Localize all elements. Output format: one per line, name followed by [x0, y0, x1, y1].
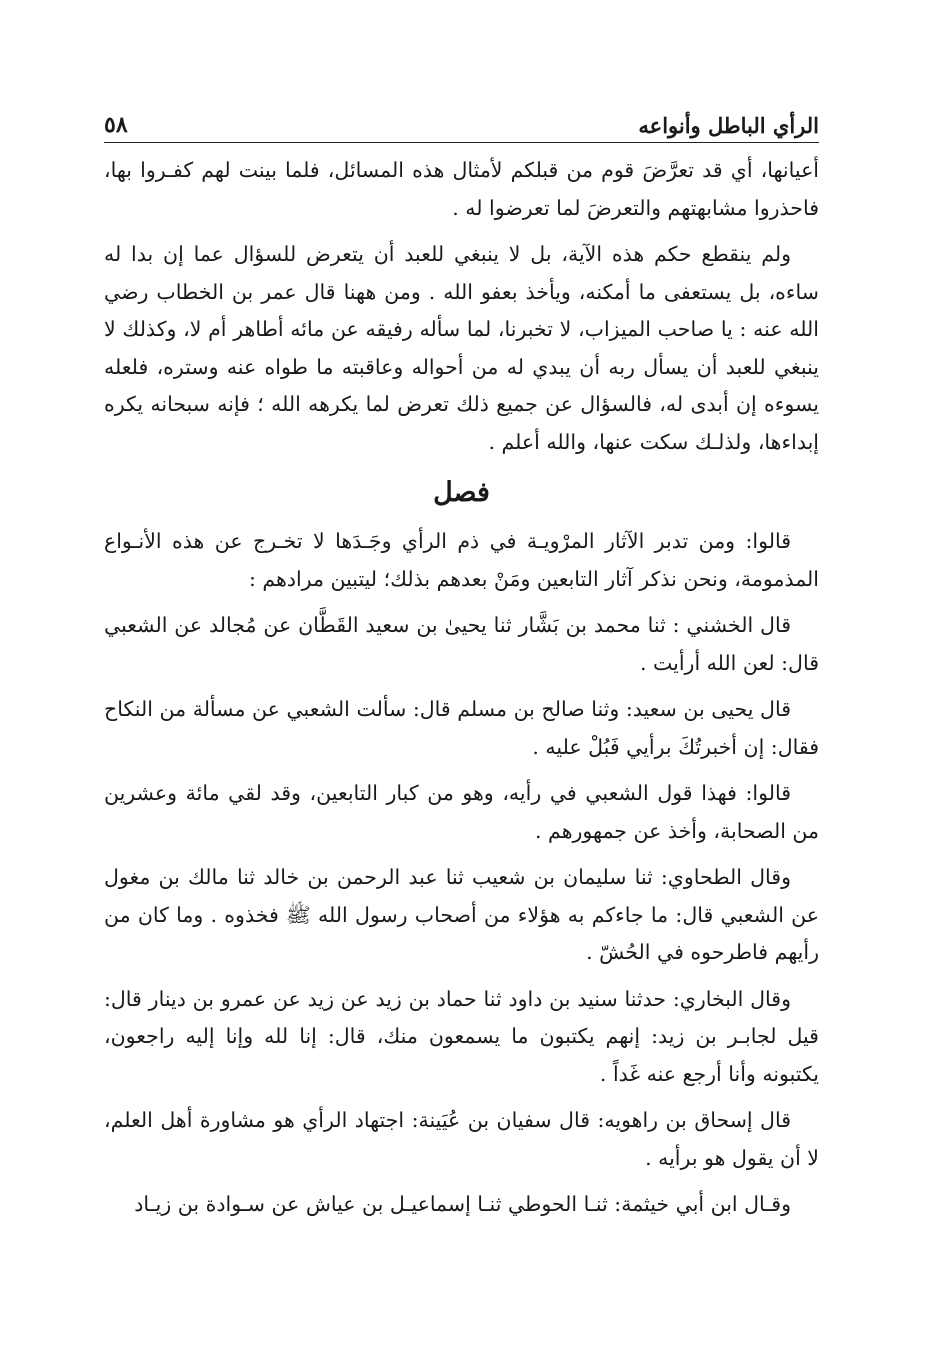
- paragraph-intro: قالوا: ومن تدبر الآثار المرْويـة في ذم الرأي وجَـدَها لا تخـرج عن هذه الأنـواع المذمومة، ونحن نذكر آثار التابعين ومَنْ بعدهم بذلك؛ ليتبين مرادهم :: [104, 529, 819, 591]
- paragraph-bukhari: وقال البخاري: حدثنا سنيد بن داود ثنا حماد بن زيد عن زيد عن عمرو بن دينار قال: قيل لجابـر بن زيد: إنهم يكتبون ما يسمعون منك، قال: إنا لله وإنا إليه راجعون، يكتبونه وأنا أرجع عنه غَداً .: [104, 986, 819, 1086]
- paragraph-continuation: أعيانها، أي قد تعرَّضَ قوم من قبلكم لأمثال هذه المسائل، فلما بينت لهم كفـروا بها، فاحذروا مشابهتهم والتعرضَ لما تعرضوا له .: [104, 158, 819, 220]
- paragraph-verse-ruling: ولم ينقطع حكم هذه الآية، بل لا ينبغي للعبد أن يتعرض للسؤال عما إن بدا له ساءه، بل يستعفى ما أمكنه، ويأخذ بعفو الله . ومن ههنا قال عمر بن الخطاب رضي الله عنه : يا صاحب الميزاب، لا تخبرنا، لما سأله رفيقه عن مائه أطاهر أم لا، وكذلك لا ينبغي للعبد أن يسأل ربه أن يبدي له من أحواله وعاقبته ما طواه عنه وستره، فلعله يسوءه إن أبدى له، فالسؤال عن جميع ذلك تعرض لما يكرهه الله ؛ فإنه سبحانه يكره إبداءها، ولذلـك سكت عنها، والله أعلم .: [104, 242, 819, 454]
- paragraph-tahawi: وقال الطحاوي: ثنا سليمان بن شعيب ثنا عبد الرحمن بن خالد ثنا مالك بن مغول عن الشعبي قال: ما جاءكم به هؤلاء من أصحاب رسول الله ﷺ فخذوه . وما كان من رأيهم فاطرحوه في الحُشّ .: [104, 865, 819, 964]
- section-heading: فصل: [433, 477, 490, 508]
- paragraph-shabi-comment: قالوا: فهذا قول الشعبي في رأيه، وهو من كبار التابعين، وقد لقي مائة وعشرين من الصحابة، وأخذ عن جمهورهم .: [104, 781, 819, 843]
- running-header: [104, 108, 819, 143]
- page-number: ٥٨: [104, 112, 128, 138]
- paragraph-khushani: قال الخشني : ثنا محمد بن بَشَّار ثنا يحيىٰ بن سعيد القَطَّان عن مُجالد عن الشعبي قال: لعن الله أرأيت .: [104, 613, 819, 675]
- paragraph-ishaq: قال إسحاق بن راهويه: قال سفيان بن عُيَينة: اجتهاد الرأي هو مشاورة أهل العلم، لا أن يقول هو برأيه .: [104, 1108, 819, 1170]
- paragraph-yahya: قال يحيى بن سعيد: وثنا صالح بن مسلم قال: سألت الشعبي عن مسألة من النكاح فقال: إن أخبرتُكَ برأيي فَبُلْ عليه .: [104, 697, 819, 759]
- paragraph-ibn-abi-khaythama: وقـال ابن أبي خيثمة: ثنـا الحوطي ثنـا إسماعيـل بن عياش عن سـوادة بن زيـاد: [134, 1192, 791, 1216]
- page-body: [104, 152, 819, 1233]
- running-title: الرأي الباطل وأنواعه: [638, 113, 819, 138]
